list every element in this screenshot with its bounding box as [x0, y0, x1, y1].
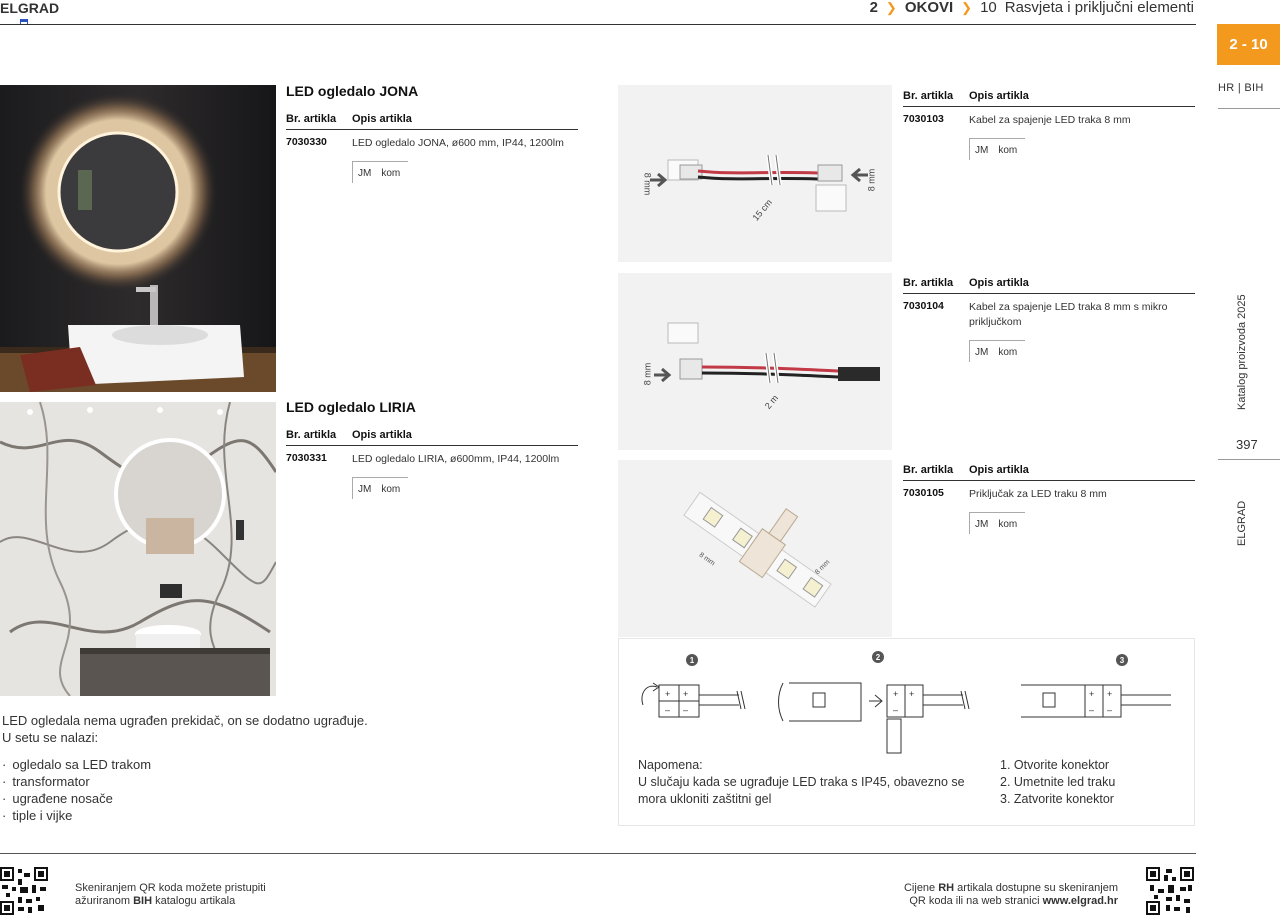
- breadcrumb-section[interactable]: Rasvjeta i priključni elementi: [1004, 0, 1194, 16]
- table-row: [903, 294, 1195, 330]
- article-code: 7030104: [903, 300, 944, 312]
- column-header-code: Br. artikla: [903, 90, 954, 102]
- svg-text:+: +: [665, 689, 671, 699]
- length-label: 15 cm: [750, 197, 774, 223]
- product-photo-jona: [0, 85, 276, 392]
- table-row: [286, 130, 578, 151]
- column-header-code: Br. artikla: [903, 464, 954, 476]
- svg-text:–: –: [683, 705, 689, 715]
- list-item: · ogledalo sa LED trakom: [2, 756, 151, 773]
- list-item: · ugrađene nosače: [2, 790, 151, 807]
- footer-left-text: [75, 882, 266, 908]
- unit-label: JM: [975, 145, 989, 156]
- svg-text:+: +: [1107, 689, 1113, 699]
- unit-box: [969, 512, 1025, 534]
- footer-left-line: [75, 895, 266, 908]
- footer-emphasis: RH: [938, 882, 955, 894]
- article-code: 7030330: [286, 136, 327, 148]
- sidebar-brand: ELGRAD: [1236, 500, 1248, 546]
- step-item: 3. Zatvorite konektor: [1000, 792, 1114, 806]
- article-description: Priključak za LED traku 8 mm: [969, 488, 1107, 500]
- unit-box: [352, 477, 408, 499]
- column-header-description: Opis artikla: [969, 464, 1029, 476]
- article-description: Kabel za spajenje LED traka 8 mm: [969, 114, 1131, 126]
- section-badge: 2 - 10: [1217, 24, 1280, 65]
- step-item: 1. Otvorite konektor: [1000, 758, 1110, 772]
- list-item: · transformator: [2, 773, 151, 790]
- product-title: LED ogledalo LIRIA: [286, 399, 416, 415]
- dimension-label: 8 mm: [642, 172, 653, 196]
- dimension-label: 8 mm: [866, 168, 877, 192]
- column-header-description: Opis artikla: [352, 429, 412, 441]
- table-row: [286, 446, 578, 467]
- unit-label: JM: [358, 168, 372, 179]
- footer-text: katalogu artikala: [152, 895, 236, 907]
- footer-left-line: Skeniranjem QR koda možete pristupiti: [75, 882, 266, 894]
- footer-divider: [0, 853, 1196, 854]
- svg-text:–: –: [893, 705, 899, 715]
- dimension-label: 8 mm: [697, 551, 716, 568]
- installation-instructions-panel: [618, 638, 1195, 826]
- language-label: HR | BIH: [1218, 82, 1264, 94]
- page-number: 397: [1236, 437, 1258, 452]
- footer-right-line: [904, 895, 1118, 908]
- svg-text:–: –: [665, 705, 671, 715]
- mirrors-note-line: U setu se nalazi:: [2, 730, 99, 745]
- article-description: Kabel za spajenje LED traka 8 mm s mikro priključkom: [969, 301, 1168, 328]
- svg-text:+: +: [893, 689, 899, 699]
- note-text: U slučaju kada se ugrađuje LED traka s IP45, obavezno se mora ukloniti zaštitni gel: [638, 775, 965, 806]
- article-code: 7030103: [903, 113, 944, 125]
- breadcrumb-section-number: 10: [980, 0, 997, 16]
- unit-label: JM: [358, 484, 372, 495]
- product-block-jona: [286, 83, 578, 183]
- step-number: 1: [686, 654, 698, 666]
- svg-text:+: +: [1089, 689, 1095, 699]
- column-header-code: Br. artikla: [903, 277, 954, 289]
- note-title: Napomena:: [638, 758, 703, 772]
- column-header-description: Opis artikla: [969, 90, 1029, 102]
- product-block-7030104: [903, 277, 1195, 362]
- footer-right-text: [904, 882, 1118, 908]
- footer-emphasis: BIH: [133, 895, 153, 907]
- unit-box: [969, 340, 1025, 362]
- unit-box: [352, 161, 408, 183]
- table-header: [903, 277, 1195, 294]
- catalog-label: Katalog proizvoda 2025: [1236, 294, 1248, 410]
- product-photo-liria: [0, 402, 276, 696]
- length-label: 2 m: [762, 393, 781, 411]
- unit-value: kom: [998, 519, 1018, 530]
- website-link[interactable]: www.elgrad.hr: [1042, 895, 1118, 907]
- brand-logo-text: ELGRAD: [0, 0, 60, 16]
- article-code: 7030105: [903, 487, 944, 499]
- svg-text:+: +: [909, 689, 915, 699]
- column-header-code: Br. artikla: [286, 429, 337, 441]
- product-image-connector: [618, 460, 892, 637]
- step-item: 2. Umetnite led traku: [1000, 775, 1116, 789]
- dimension-label: 8 mm: [642, 362, 653, 386]
- unit-value: kom: [998, 145, 1018, 156]
- dimension-label: 8 mm: [814, 558, 832, 577]
- mirrors-note-line: LED ogledala nema ugrađen prekidač, on se dodatno ugrađuje.: [2, 713, 368, 728]
- qr-code-icon[interactable]: [1146, 867, 1194, 915]
- column-header-description: Opis artikla: [969, 277, 1029, 289]
- unit-label: JM: [975, 519, 989, 530]
- breadcrumb-chapter[interactable]: OKOVI: [904, 0, 954, 16]
- mirrors-note: [2, 712, 368, 746]
- footer-text: artikala dostupne su skeniranjem: [954, 882, 1118, 894]
- header-divider: [0, 24, 1196, 25]
- unit-value: kom: [998, 347, 1018, 358]
- sidebar-divider: [1218, 108, 1280, 109]
- table-header: [286, 429, 578, 446]
- list-item: · tiple i vijke: [2, 807, 151, 824]
- unit-label: JM: [975, 347, 989, 358]
- article-description: LED ogledalo LIRIA, ø600mm, IP44, 1200lm: [352, 453, 560, 465]
- step-number: 3: [1116, 654, 1128, 666]
- footer-text: ažuriranom: [75, 895, 134, 907]
- breadcrumb-chapter-number: 2: [869, 0, 878, 16]
- set-contents-list: [2, 756, 151, 824]
- unit-value: kom: [381, 168, 401, 179]
- article-description: LED ogledalo JONA, ø600 mm, IP44, 1200lm: [352, 137, 564, 149]
- unit-box: [969, 138, 1025, 160]
- product-image-cable-2m: [618, 273, 892, 450]
- connector-steps-diagram: [633, 675, 1193, 765]
- svg-text:+: +: [683, 689, 689, 699]
- footer-text: Cijene: [903, 882, 939, 894]
- product-title: LED ogledalo JONA: [286, 83, 419, 99]
- product-image-cable-15cm: [618, 85, 892, 262]
- column-header-description: Opis artikla: [352, 113, 412, 125]
- product-block-7030103: [903, 90, 1195, 160]
- column-header-code: Br. artikla: [286, 113, 337, 125]
- product-block-7030105: [903, 464, 1195, 534]
- svg-text:–: –: [1107, 705, 1113, 715]
- breadcrumb: [870, 0, 1194, 16]
- table-header: [903, 464, 1195, 481]
- chevron-right-icon: ❯: [961, 0, 973, 15]
- unit-value: kom: [381, 484, 401, 495]
- sidebar-divider: [1218, 459, 1280, 460]
- table-header: [903, 90, 1195, 107]
- table-header: [286, 113, 578, 130]
- chevron-right-icon: ❯: [885, 0, 897, 15]
- step-number: 2: [872, 651, 884, 663]
- steps-list: [1000, 757, 1115, 808]
- note-block: [638, 757, 978, 808]
- table-row: [903, 481, 1195, 502]
- qr-code-icon[interactable]: [0, 867, 48, 915]
- article-code: 7030331: [286, 452, 327, 464]
- svg-text:–: –: [1089, 705, 1095, 715]
- product-block-liria: [286, 399, 578, 499]
- footer-right-line: [904, 882, 1118, 895]
- table-row: [903, 107, 1195, 128]
- footer-text: QR koda ili na web stranici: [909, 895, 1043, 907]
